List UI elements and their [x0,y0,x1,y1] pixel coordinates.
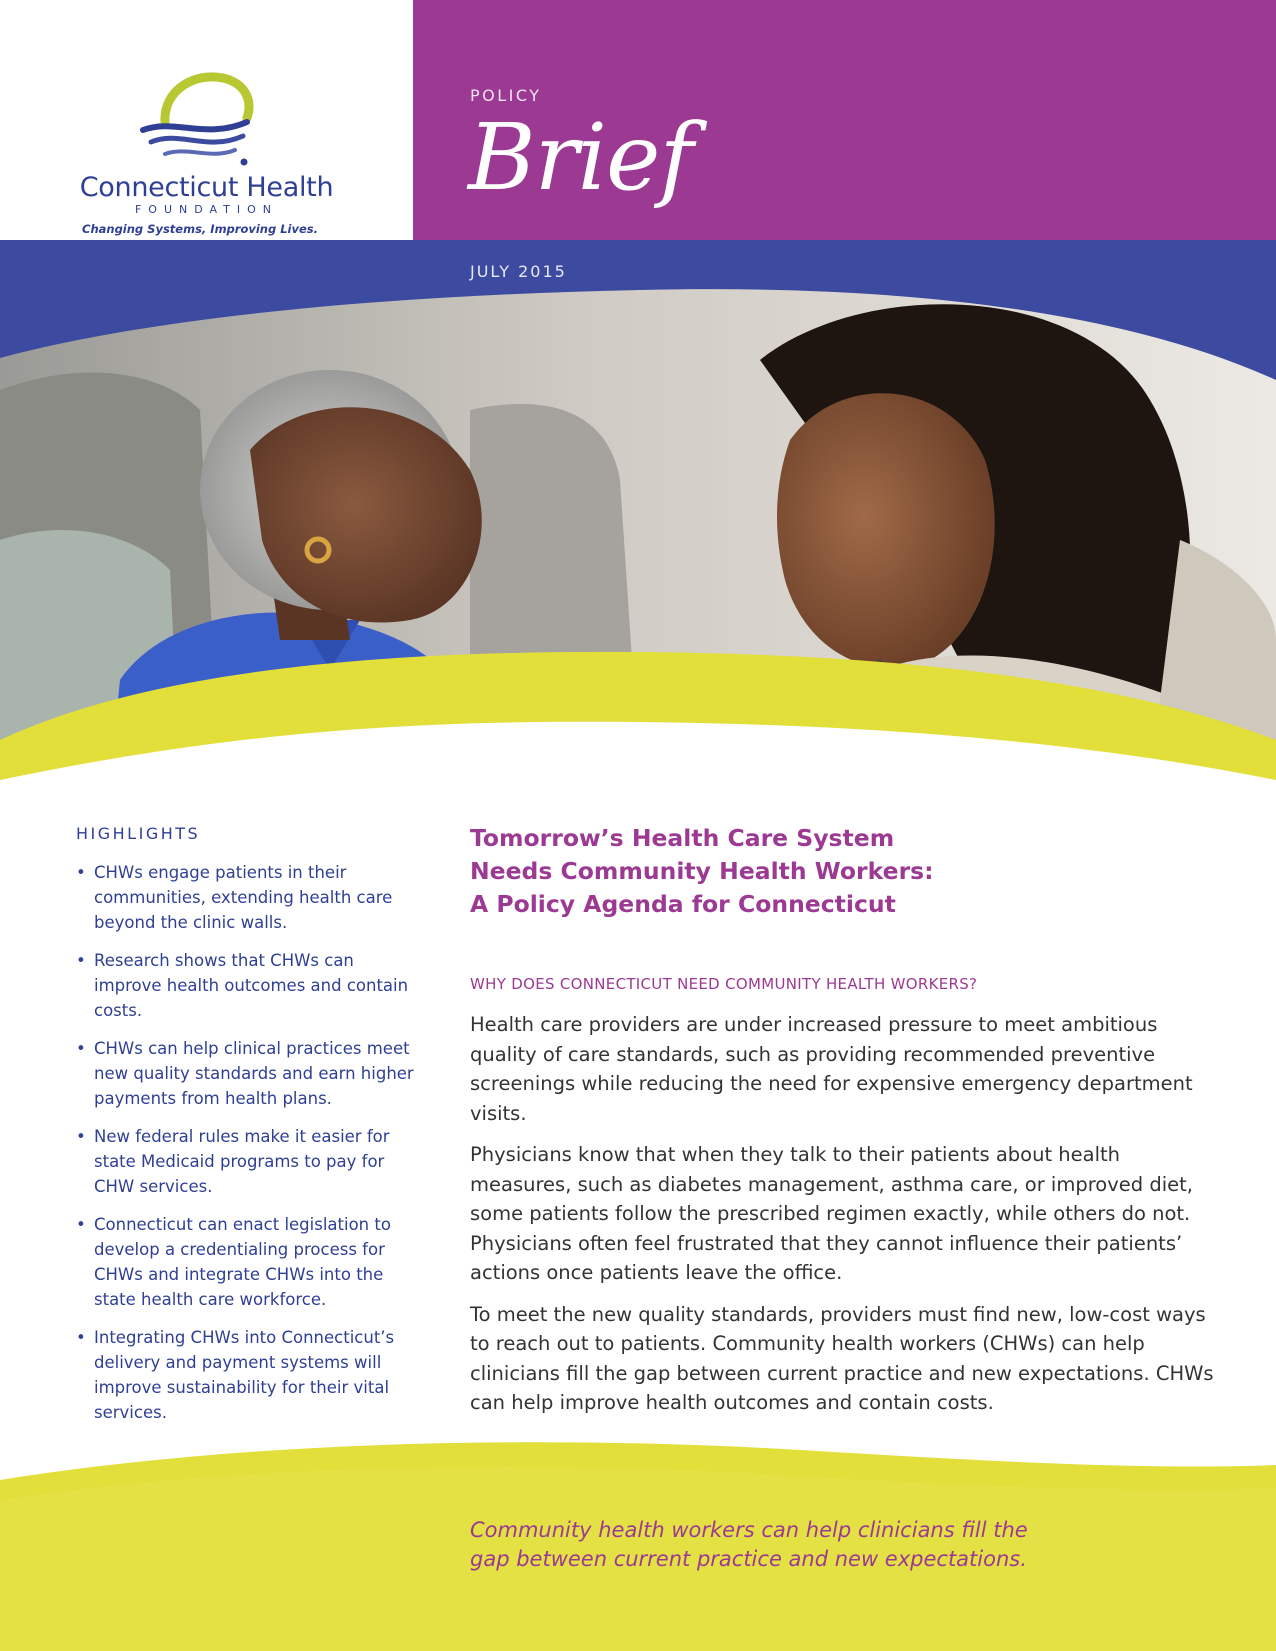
highlight-item: • New federal rules make it easier for state Medicaid programs to pay for CHW services. [76,1124,421,1199]
highlight-item: • CHWs engage patients in their communities, extending health care beyond the clinic walls. [76,860,421,935]
body-paragraph: Physicians know that when they talk to their patients about health measures, such as diabetes management, asthma care, or improved diet, some patients follow the prescribed regimen exactly, while others do not. Physicians often feel frustrated that they cannot influence their patients’ actions once patients leave the office. [470,1143,1193,1284]
article-body [470,1010,1225,1430]
highlight-item: • Connecticut can enact legislation to develop a credentialing process for CHWs and integrate CHWs into the state health care workforce. [76,1212,421,1312]
article-title-line: Tomorrow’s Health Care System [470,824,895,852]
foundation-logo-icon [135,70,260,170]
body-paragraph: Health care providers are under increased pressure to meet ambitious quality of care standards, such as providing recommended preventive screenings while reducing the need for expensive emergency department visits. [470,1013,1193,1125]
body-paragraph: To meet the new quality standards, providers must find new, low-cost ways to reach out to patients. Community health workers (CHWs) can help clinicians fill the gap between current practice and new expectations. CHWs can help improve health outcomes and contain costs. [470,1302,1214,1414]
brief-label: Brief [468,104,693,211]
highlight-item: • CHWs can help clinical practices meet new quality standards and earn higher payments from health plans. [76,1036,421,1111]
highlight-item: • Integrating CHWs into Connecticut’s delivery and payment systems will improve sustainability for their vital services. [76,1325,421,1425]
hero-photo [0,240,1276,820]
footer-quote-line: Community health workers can help clinicians fill the [470,1518,1028,1542]
highlights-list [76,860,421,1438]
logo-subname: FOUNDATION [134,203,279,216]
logo-tagline: Changing Systems, Improving Lives. [82,222,318,236]
logo-name: Connecticut Health [79,172,334,203]
article-title-line: A Policy Agenda for Connecticut [470,890,896,918]
highlight-item: • Research shows that CHWs can improve health outcomes and contain costs. [76,948,421,1023]
article-title-line: Needs Community Health Workers: [470,857,934,885]
footer-quote-line: gap between current practice and new expectations. [470,1547,1027,1571]
highlights-title: HIGHLIGHTS [76,824,201,843]
publication-date: JULY 2015 [470,262,567,281]
policy-label: POLICY [470,86,542,105]
article-title [470,822,1190,921]
footer-quote [470,1516,1190,1574]
section-heading: WHY DOES CONNECTICUT NEED COMMUNITY HEALTH WORKERS? [470,975,978,993]
